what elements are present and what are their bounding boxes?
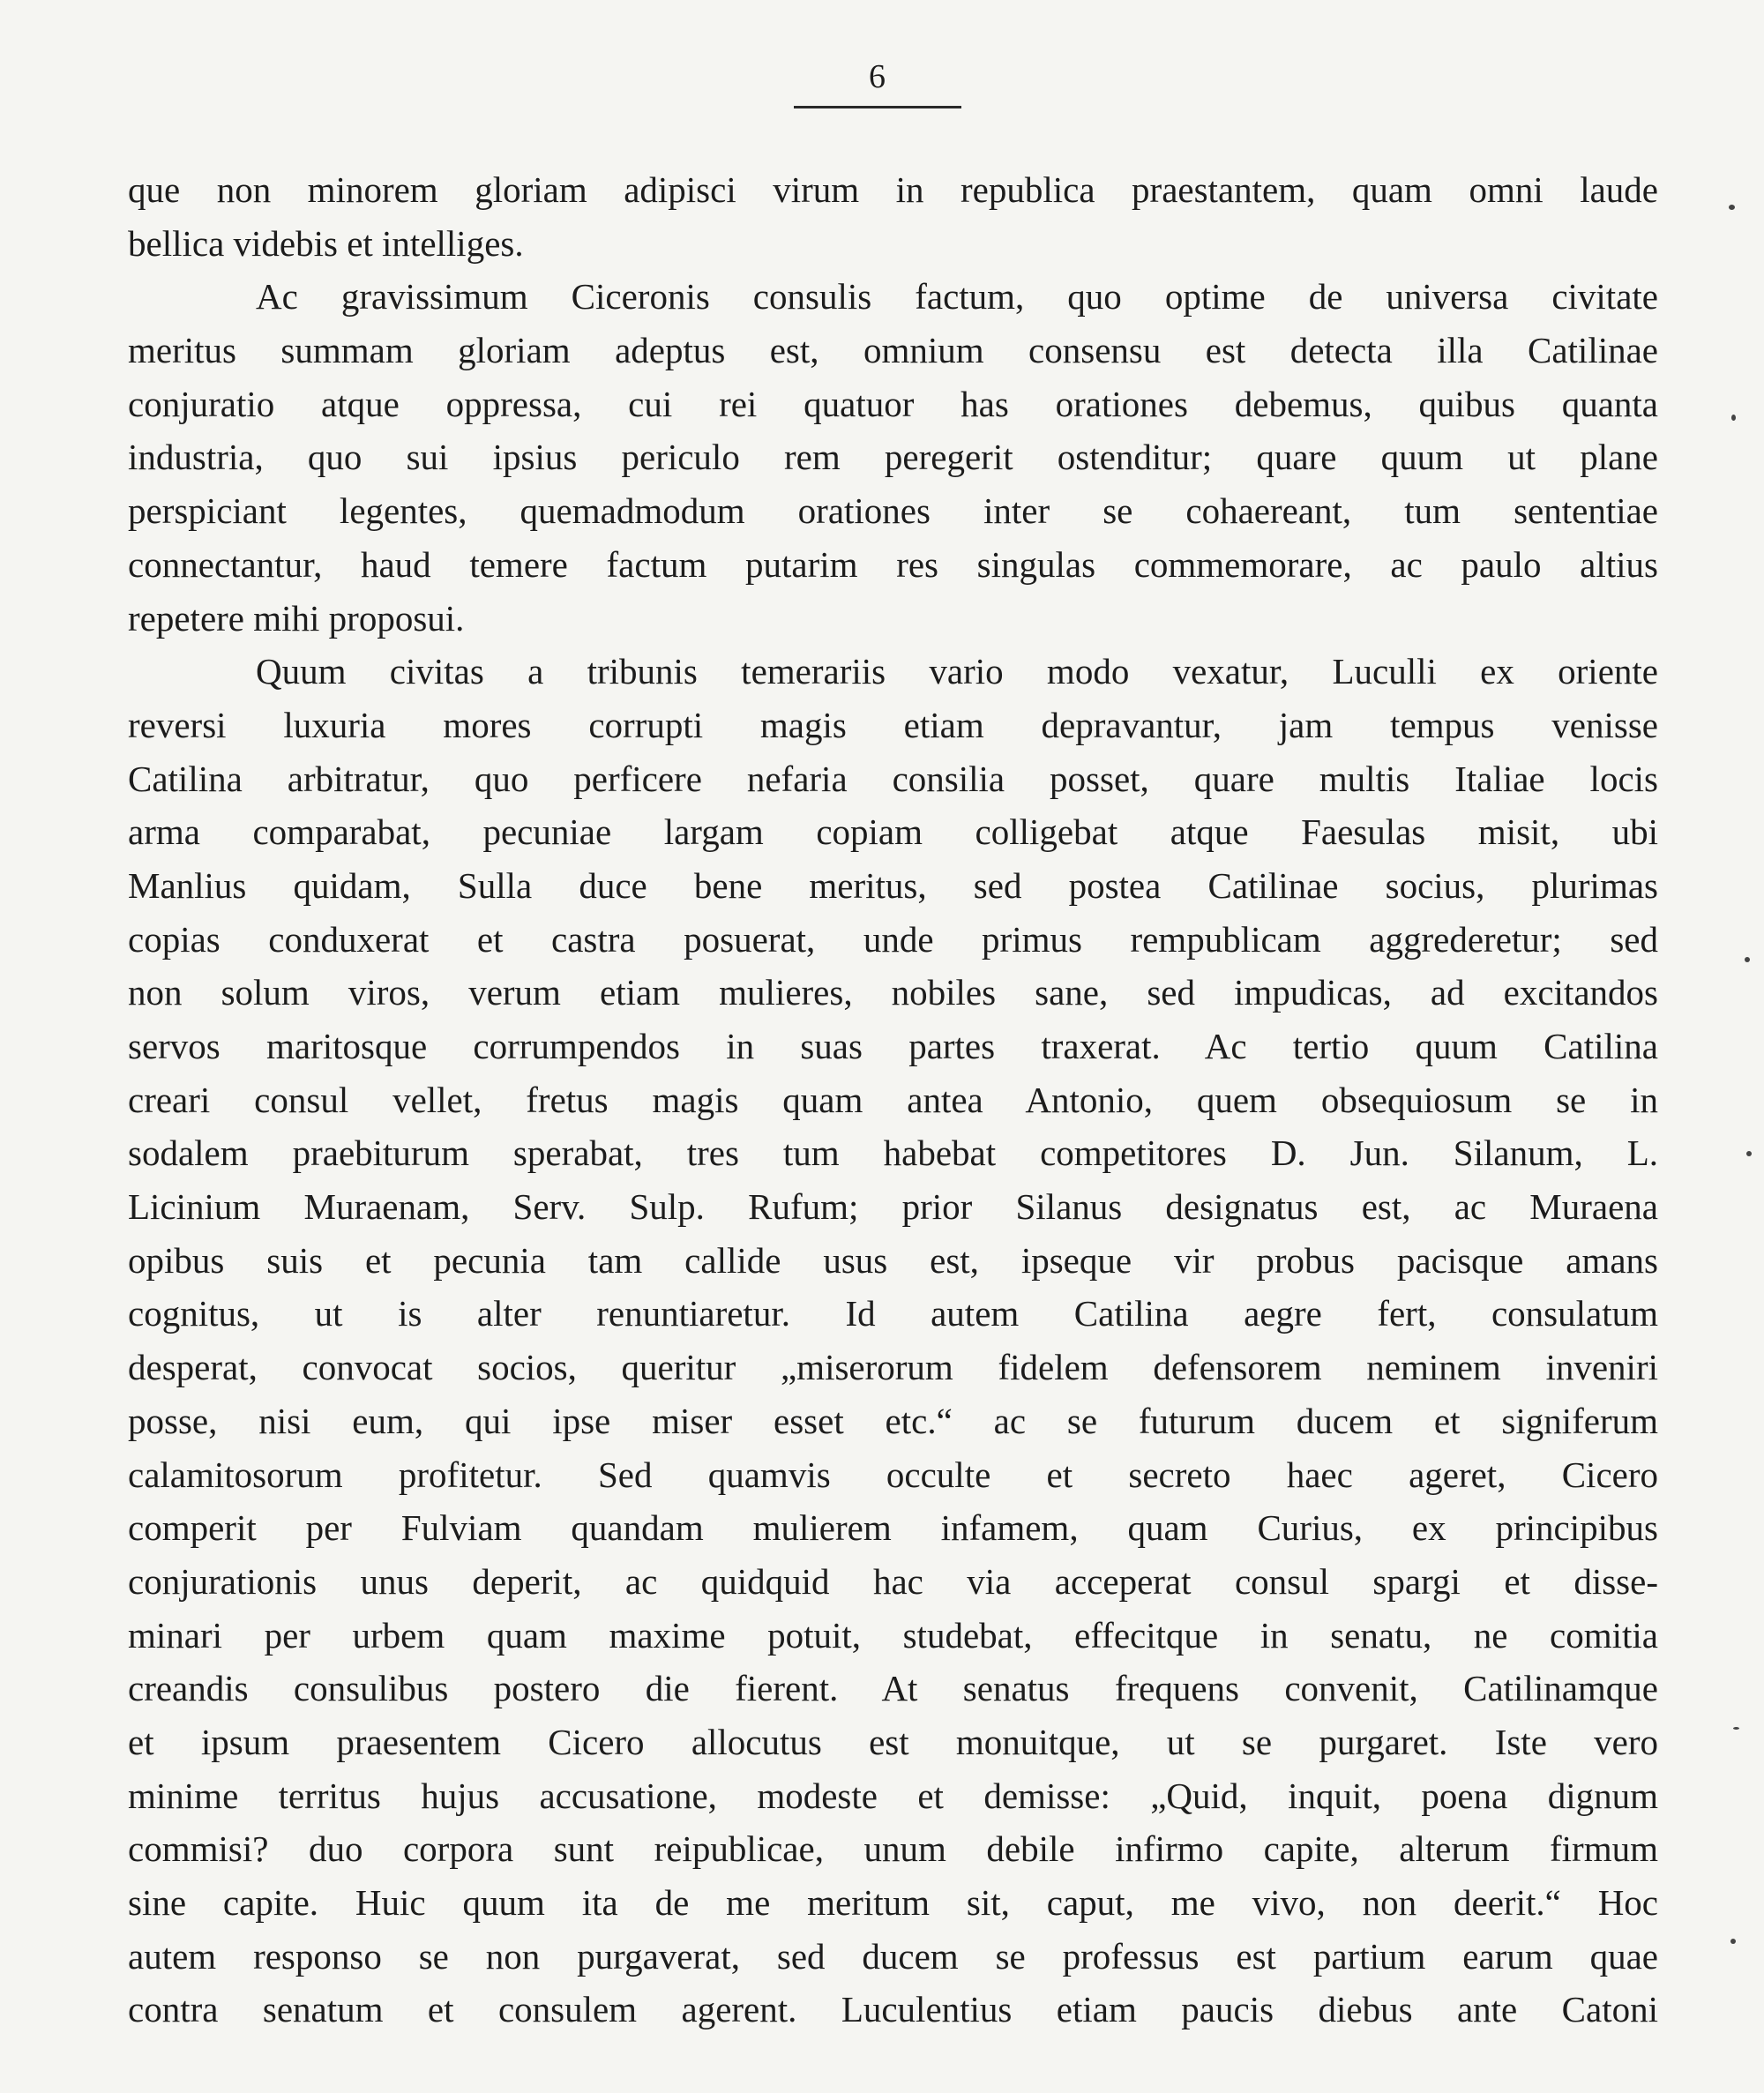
scan-speck xyxy=(1731,415,1736,421)
text-line: desperat, convocat socios, queritur „miserorum fidelem defensorem neminem inveniri xyxy=(128,1347,1658,1388)
header-rule xyxy=(794,106,961,108)
text-line: calamitosorum profitetur. Sed quamvis occulte et secreto haec ageret, Cicero xyxy=(128,1454,1658,1495)
page-number: 6 xyxy=(869,58,886,95)
text-line: bellica videbis et intelliges. xyxy=(128,222,524,264)
text-line: Quum civitas a tribunis temerariis vario modo vexatur, Luculli ex oriente xyxy=(256,651,1658,692)
text-line: que non minorem gloriam adipisci virum in republica praestantem, quam omni laude xyxy=(128,169,1658,210)
text-line: minari per urbem quam maxime potuit, studebat, effecitque in senatu, ne comitia xyxy=(128,1614,1658,1656)
scan-speck xyxy=(1730,1939,1736,1944)
scan-speck xyxy=(1733,1727,1739,1730)
text-line: copias conduxerat et castra posuerat, unde primus rempublicam aggrederetur; sed xyxy=(128,918,1658,960)
text-line: comperit per Fulviam quandam mulierem infamem, quam Curius, ex principibus xyxy=(128,1507,1658,1549)
text-line: non solum viros, verum etiam mulieres, nobiles sane, sed impudicas, ad excitandos xyxy=(128,972,1658,1013)
text-line: Manlius quidam, Sulla duce bene meritus, sed postea Catilinae socius, plurimas xyxy=(128,864,1658,906)
text-line: commisi? duo corpora sunt reipublicae, unum debile infirmo capite, alterum firmum xyxy=(128,1828,1658,1870)
scan-speck xyxy=(1745,957,1750,962)
text-line: et ipsum praesentem Cicero allocutus est monuitque, ut se purgaret. Iste vero xyxy=(128,1721,1658,1762)
text-line: arma comparabat, pecuniae largam copiam colligebat atque Faesulas misit, ubi xyxy=(128,811,1658,853)
text-line: conjuratio atque oppressa, cui rei quatuor has orationes debemus, quibus quanta xyxy=(128,383,1658,424)
text-line: sodalem praebiturum sperabat, tres tum habebat competitores D. Jun. Silanum, L. xyxy=(128,1132,1658,1174)
text-line: industria, quo sui ipsius periculo rem peregerit ostenditur; quare quum ut plane xyxy=(128,437,1658,478)
text-line: sine capite. Huic quum ita de me meritum sit, caput, me vivo, non deerit.“ Hoc xyxy=(128,1882,1658,1923)
text-line: creandis consulibus postero die fierent. At senatus frequens convenit, Catilinamque xyxy=(128,1668,1658,1709)
text-line: cognitus, ut is alter renuntiaretur. Id autem Catilina aegre fert, consulatum xyxy=(128,1293,1658,1334)
text-line: opibus suis et pecunia tam callide usus est, ipseque vir probus pacisque amans xyxy=(128,1239,1658,1281)
text-line: Catilina arbitratur, quo perficere nefaria consilia posset, quare multis Italiae locis xyxy=(128,758,1658,799)
body-text xyxy=(128,163,1658,2037)
text-line: meritus summam gloriam adeptus est, omnium consensu est detecta illa Catilinae xyxy=(128,330,1658,371)
text-line: repetere mihi proposui. xyxy=(128,597,465,639)
text-line: autem responso se non purgaverat, sed ducem se professus est partium earum quae xyxy=(128,1935,1658,1977)
text-line: posse, nisi eum, qui ipse miser esset etc.“ ac se futurum ducem et signiferum xyxy=(128,1400,1658,1441)
text-line: conjurationis unus deperit, ac quidquid hac via acceperat consul spargi et disse- xyxy=(128,1560,1658,1602)
text-line: Licinium Muraenam, Serv. Sulp. Rufum; prior Silanus designatus est, ac Muraena xyxy=(128,1186,1658,1228)
text-line: servos maritosque corrumpendos in suas partes traxerat. Ac tertio quum Catilina xyxy=(128,1026,1658,1066)
text-line: perspiciant legentes, quemadmodum orationes inter se cohaereant, tum sententiae xyxy=(128,490,1658,532)
text-line: connectantur, haud temere factum putarim res singulas commemorare, ac paulo altius xyxy=(128,543,1658,585)
text-line: reversi luxuria mores corrupti magis etiam depravantur, jam tempus venisse xyxy=(128,704,1658,745)
scan-speck xyxy=(1746,1151,1752,1156)
text-line: creari consul vellet, fretus magis quam antea Antonio, quem obsequiosum se in xyxy=(128,1079,1658,1120)
text-line: contra senatum et consulem agerent. Luculentius etiam paucis diebus ante Catoni xyxy=(128,1989,1658,2030)
text-line: Ac gravissimum Ciceronis consulis factum, quo optime de universa civitate xyxy=(256,276,1658,318)
text-line: minime territus hujus accusatione, modeste et demisse: „Quid, inquit, poena dignum xyxy=(128,1775,1658,1816)
scan-speck xyxy=(1729,205,1735,210)
